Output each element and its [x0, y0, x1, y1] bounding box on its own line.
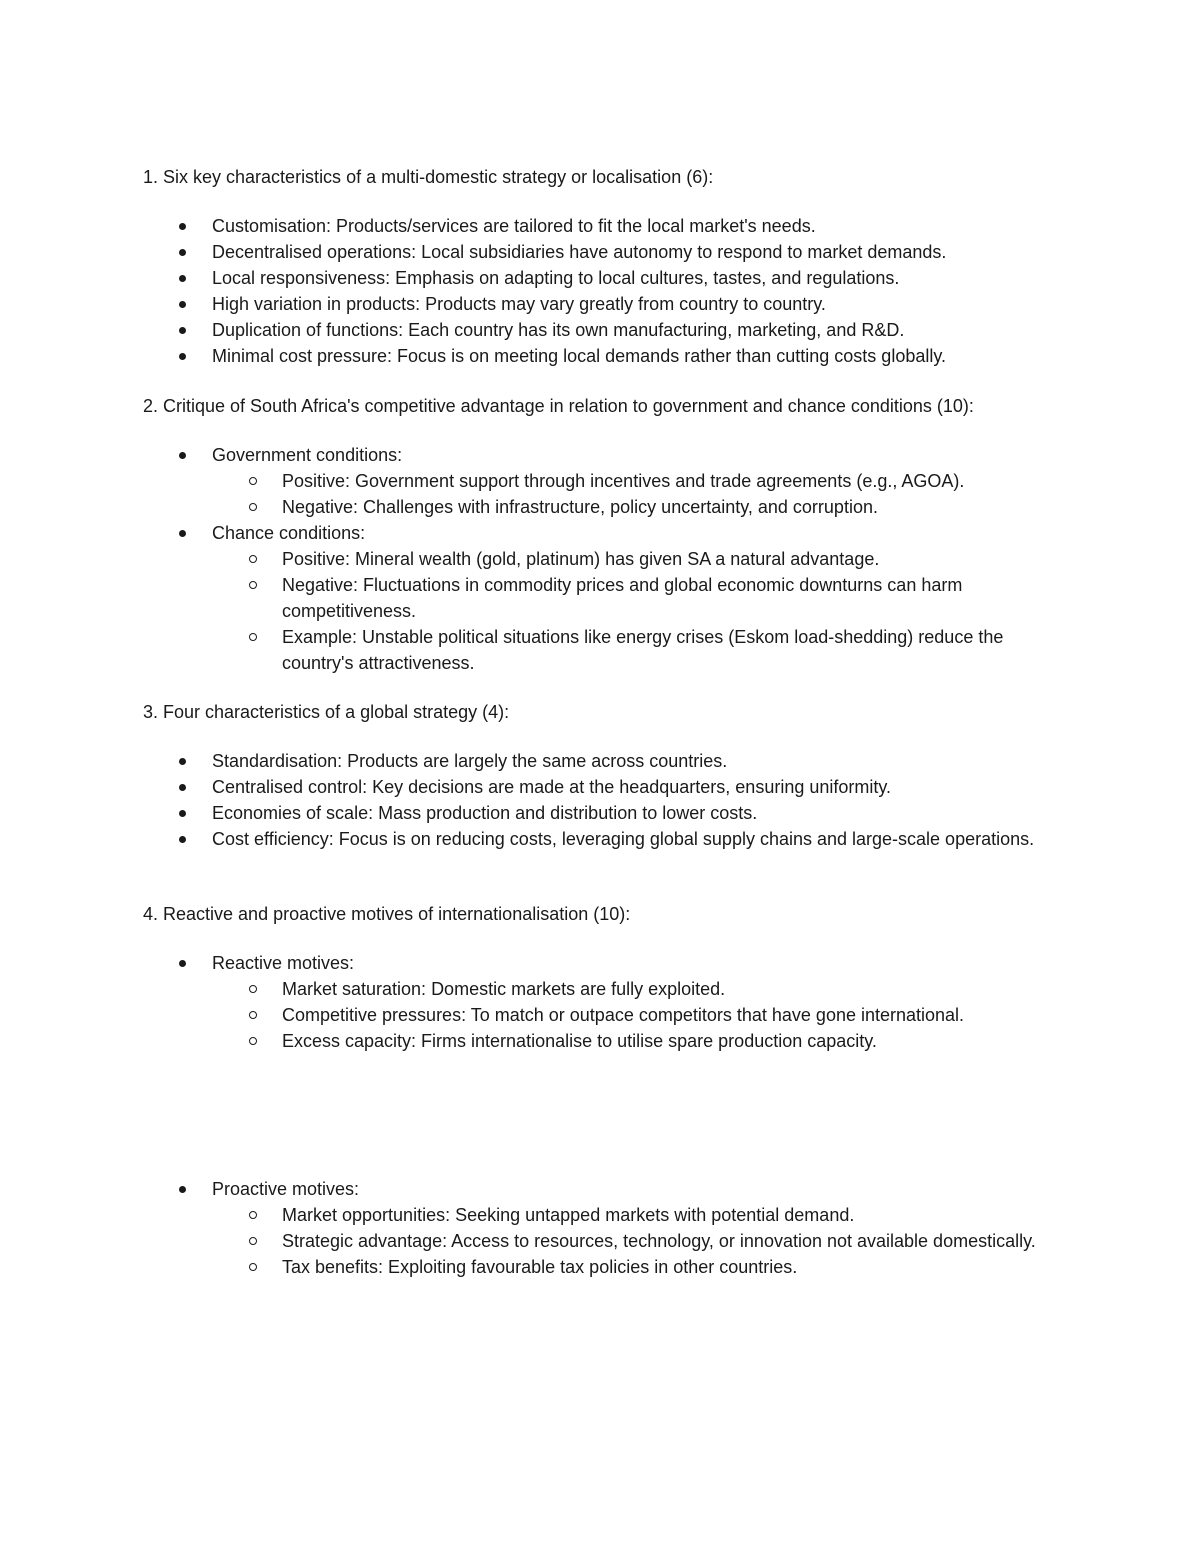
sub-list-item: Positive: Government support through incentives and trade agreements (e.g., AGOA).	[282, 468, 1052, 494]
sub-list-item: Excess capacity: Firms internationalise to utilise spare production capacity.	[282, 1028, 1052, 1054]
sub-list-item: Competitive pressures: To match or outpace competitors that have gone international.	[282, 1002, 1052, 1028]
list-item: Standardisation: Products are largely the same across countries.	[0, 748, 1052, 774]
circle-bullet-icon	[249, 555, 257, 563]
bullet-icon	[179, 275, 186, 282]
sub-list-item: Market opportunities: Seeking untapped markets with potential demand.	[282, 1202, 1052, 1228]
bullet-icon	[179, 452, 186, 459]
section-2-heading: 2. Critique of South Africa's competitive advantage in relation to government and chance conditions (10):	[143, 396, 974, 416]
bullet-icon	[179, 1186, 186, 1193]
list-item: Local responsiveness: Emphasis on adapting to local cultures, tastes, and regulations.	[0, 265, 1052, 291]
circle-bullet-icon	[249, 633, 257, 641]
section-4-reactive-list	[0, 950, 1200, 1054]
list-item: Minimal cost pressure: Focus is on meeting local demands rather than cutting costs globally.	[0, 343, 1052, 369]
bullet-icon	[179, 836, 186, 843]
list-item-proactive-motives: Proactive motives: Market opportunities: Seeking untapped markets with potential demand. Strategic advantage: Access to resources, technology, or innovation not available domestically. Tax benefits: Exploiting favourable tax policies in other countries.	[0, 1176, 1052, 1280]
sub-list-item: Example: Unstable political situations like energy crises (Eskom load-shedding) reduce the country's attractiveness.	[282, 624, 1052, 676]
list-item: Decentralised operations: Local subsidiaries have autonomy to respond to market demands.	[0, 239, 1052, 265]
section-4-heading: 4. Reactive and proactive motives of internationalisation (10):	[143, 904, 631, 924]
bullet-icon	[179, 353, 186, 360]
sub-list-item: Strategic advantage: Access to resources, technology, or innovation not available domestically.	[282, 1228, 1052, 1254]
sub-list-item: Negative: Fluctuations in commodity prices and global economic downturns can harm competitiveness.	[282, 572, 1052, 624]
section-2-list	[0, 442, 1200, 676]
section-1-heading: 1. Six key characteristics of a multi-domestic strategy or localisation (6):	[143, 167, 714, 187]
bullet-icon	[179, 758, 186, 765]
list-item: High variation in products: Products may vary greatly from country to country.	[0, 291, 1052, 317]
section-3-heading: 3. Four characteristics of a global strategy (4):	[143, 702, 510, 722]
circle-bullet-icon	[249, 1011, 257, 1019]
circle-bullet-icon	[249, 985, 257, 993]
section-4-proactive-list	[0, 1176, 1200, 1280]
section-1-list	[0, 213, 1200, 369]
bullet-icon	[179, 223, 186, 230]
sub-list	[212, 976, 1052, 1054]
bullet-icon	[179, 810, 186, 817]
section-3-list	[0, 748, 1200, 852]
circle-bullet-icon	[249, 1037, 257, 1045]
sub-list-item: Negative: Challenges with infrastructure, policy uncertainty, and corruption.	[282, 494, 1052, 520]
sub-list	[212, 1202, 1052, 1280]
circle-bullet-icon	[249, 1237, 257, 1245]
circle-bullet-icon	[249, 581, 257, 589]
bullet-icon	[179, 530, 186, 537]
sub-list	[212, 546, 1052, 676]
bullet-icon	[179, 784, 186, 791]
sub-list-item: Positive: Mineral wealth (gold, platinum) has given SA a natural advantage.	[282, 546, 1052, 572]
list-item-government-conditions: Government conditions: Positive: Government support through incentives and trade agreements (e.g., AGOA). Negative: Challenges with infrastructure, policy uncertainty, and corruption.	[0, 442, 1052, 520]
list-item: Duplication of functions: Each country has its own manufacturing, marketing, and R&D.	[0, 317, 1052, 343]
list-item-reactive-motives: Reactive motives: Market saturation: Domestic markets are fully exploited. Competitive pressures: To match or outpace competitors that have gone international. Excess capacity: Firms internationalise to utilise spare production capacity.	[0, 950, 1052, 1054]
list-item: Cost efficiency: Focus is on reducing costs, leveraging global supply chains and large-scale operations.	[0, 826, 1052, 852]
circle-bullet-icon	[249, 1263, 257, 1271]
sub-list-item: Tax benefits: Exploiting favourable tax policies in other countries.	[282, 1254, 1052, 1280]
circle-bullet-icon	[249, 477, 257, 485]
circle-bullet-icon	[249, 1211, 257, 1219]
circle-bullet-icon	[249, 503, 257, 511]
list-item: Economies of scale: Mass production and distribution to lower costs.	[0, 800, 1052, 826]
list-item-chance-conditions: Chance conditions: Positive: Mineral wealth (gold, platinum) has given SA a natural advantage. Negative: Fluctuations in commodity prices and global economic downturns can harm competitiveness. Example: Unstable political situations like energy crises (Eskom load-shedding) reduce the country's attractiveness.	[0, 520, 1052, 676]
bullet-icon	[179, 327, 186, 334]
bullet-icon	[179, 960, 186, 967]
list-item: Customisation: Products/services are tailored to fit the local market's needs.	[0, 213, 1052, 239]
bullet-icon	[179, 301, 186, 308]
sub-list-item: Market saturation: Domestic markets are fully exploited.	[282, 976, 1052, 1002]
list-item: Centralised control: Key decisions are made at the headquarters, ensuring uniformity.	[0, 774, 1052, 800]
bullet-icon	[179, 249, 186, 256]
sub-list	[212, 468, 1052, 520]
